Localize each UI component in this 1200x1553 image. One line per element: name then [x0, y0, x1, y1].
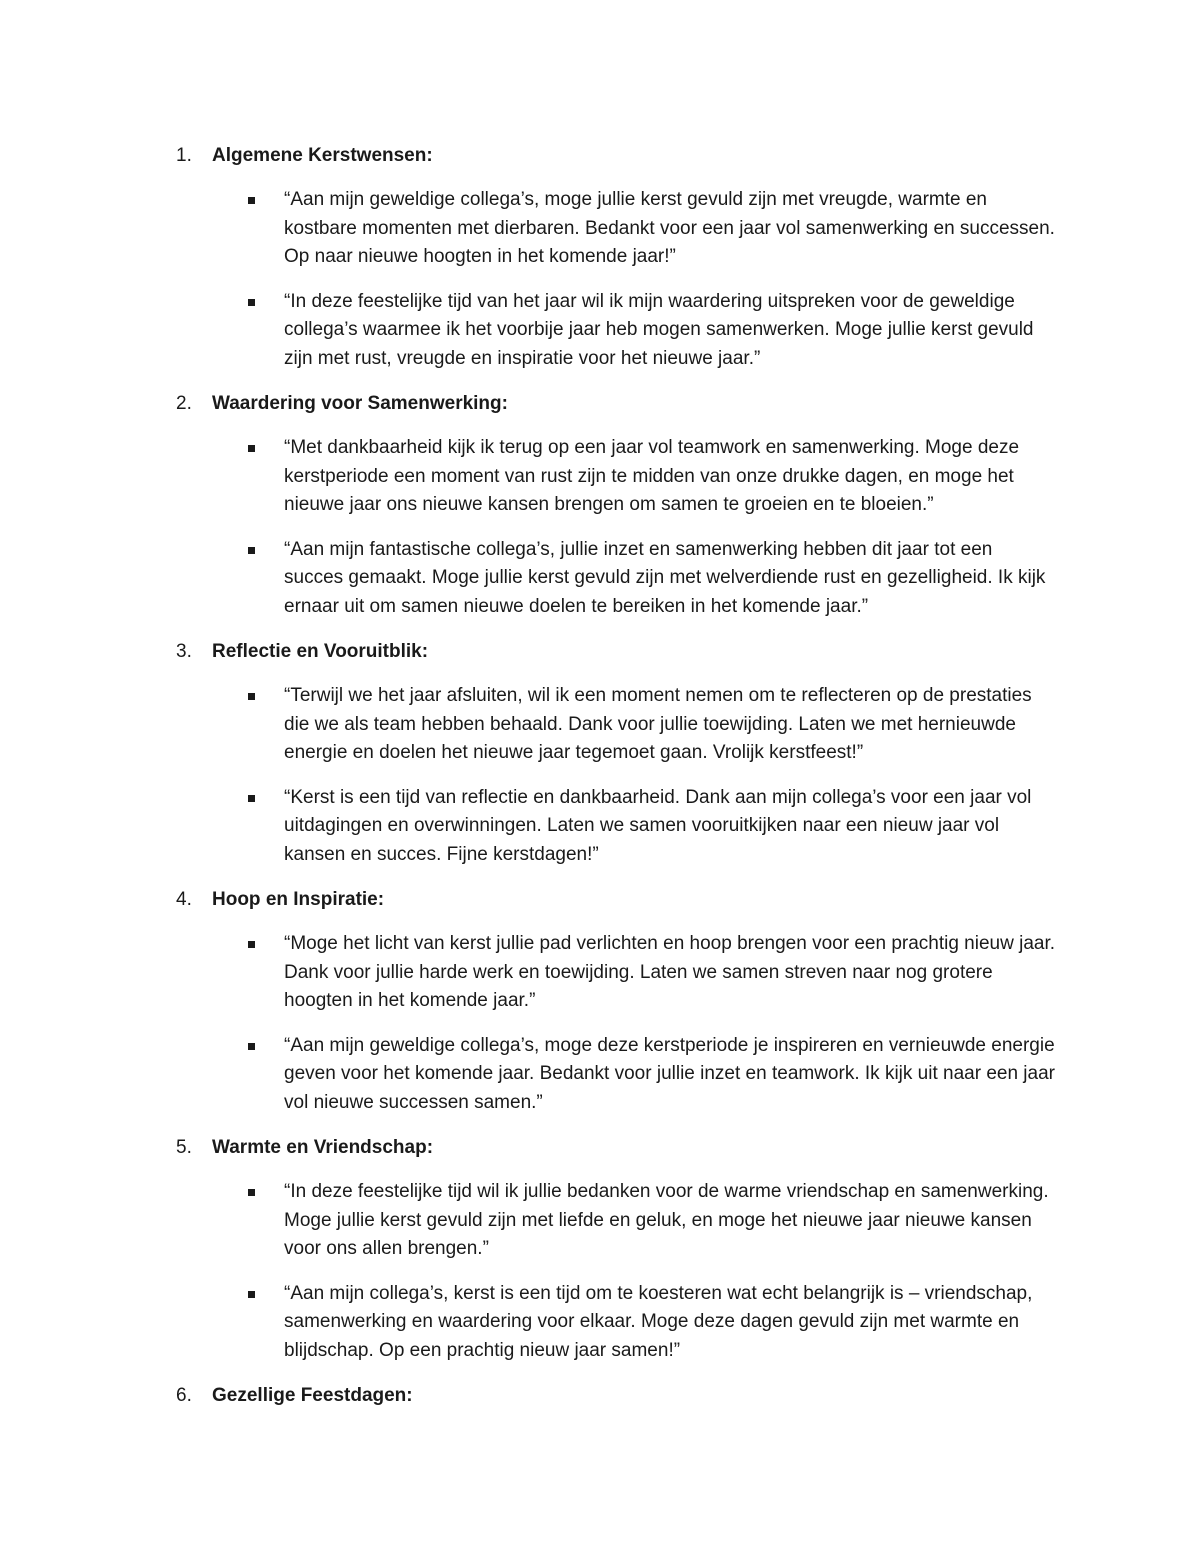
wish-text: “Kerst is een tijd van reflectie en dankbaarheid. Dank aan mijn collega’s voor een jaar vol uitdagingen en overwinningen. Laten we samen vooruitkijken naar een nieuw jaar vol kansen en succes. Fijne kerstdagen!” [284, 786, 1032, 865]
wish-text: “Terwijl we het jaar afsluiten, wil ik een moment nemen om te reflecteren op de prestaties die we als team hebben behaald. Dank voor jullie toewijding. Laten we met hernieuwde energie en doelen het nieuwe jaar tegemoet gaan. Vrolijk kerstfeest!” [284, 685, 1032, 763]
section-4 [176, 885, 1060, 1117]
section-title: Reflectie en Vooruitblik: [212, 641, 429, 662]
wish-text: “Aan mijn geweldige collega’s, moge deze kerstperiode je inspireren en vernieuwde energie geven voor het komende jaar. Bedankt voor jullie inzet en teamwork. Ik kijk uit naar een jaar vol nieuwe successen samen.” [284, 1034, 1055, 1113]
section-heading [176, 1133, 1060, 1163]
wish-list [176, 1178, 1060, 1365]
wish-list [176, 930, 1060, 1117]
section-title: Hoop en Inspiratie: [212, 889, 385, 910]
list-item [176, 536, 1056, 622]
list-item [176, 1178, 1056, 1264]
square-bullet-icon [248, 1189, 255, 1196]
section-1 [176, 141, 1060, 373]
square-bullet-icon [248, 1291, 255, 1298]
wish-list [176, 186, 1060, 373]
wish-text: “Aan mijn geweldige collega’s, moge jullie kerst gevuld zijn met vreugde, warmte en kostbare momenten met dierbaren. Bedankt voor een jaar vol samenwerking en successen. Op naar nieuwe hoogten in het komende jaar!” [284, 189, 1055, 267]
square-bullet-icon [248, 445, 255, 452]
list-item [176, 434, 1056, 520]
wish-list [176, 434, 1060, 621]
wish-list [176, 682, 1060, 869]
section-number: 6. [176, 1385, 192, 1406]
square-bullet-icon [248, 1043, 255, 1050]
section-number: 3. [176, 641, 192, 662]
list-item [176, 288, 1056, 374]
wish-text: “Aan mijn collega’s, kerst is een tijd om te koesteren wat echt belangrijk is – vriendschap, samenwerking en waardering voor elkaar. Moge deze dagen gevuld zijn met warmte en blijdschap. Op een prachtig nieuw jaar samen!” [284, 1282, 1033, 1361]
section-title: Gezellige Feestdagen: [212, 1385, 413, 1406]
section-number: 4. [176, 889, 192, 910]
square-bullet-icon [248, 795, 255, 802]
section-heading [176, 389, 1060, 419]
list-item [176, 930, 1056, 1016]
square-bullet-icon [248, 941, 255, 948]
section-title: Waardering voor Samenwerking: [212, 393, 508, 414]
section-heading [176, 141, 1060, 171]
square-bullet-icon [248, 197, 255, 204]
list-item [176, 682, 1056, 768]
section-number: 1. [176, 145, 192, 166]
wish-text: “Moge het licht van kerst jullie pad verlichten en hoop brengen voor een prachtig nieuw jaar. Dank voor jullie harde werk en toewijding. Laten we samen streven naar nog grotere hoogten in het komende jaar.” [284, 933, 1056, 1011]
section-number: 5. [176, 1137, 192, 1158]
section-title: Warmte en Vriendschap: [212, 1137, 434, 1158]
square-bullet-icon [248, 299, 255, 306]
section-5 [176, 1133, 1060, 1365]
section-number: 2. [176, 393, 192, 414]
list-item [176, 1032, 1056, 1118]
list-item [176, 186, 1056, 272]
section-heading [176, 885, 1060, 915]
wish-text: “Met dankbaarheid kijk ik terug op een jaar vol teamwork en samenwerking. Moge deze kerstperiode een moment van rust zijn te midden van onze drukke dagen, en moge het nieuwe jaar ons nieuwe kansen brengen om samen te groeien en te bloeien.” [284, 437, 1020, 515]
wish-text: “In deze feestelijke tijd van het jaar wil ik mijn waardering uitspreken voor de geweldige collega’s waarmee ik het voorbije jaar heb mogen samenwerken. Moge jullie kerst gevuld zijn met rust, vreugde en inspiratie voor het nieuwe jaar.” [284, 290, 1034, 369]
square-bullet-icon [248, 547, 255, 554]
section-heading [176, 1381, 1060, 1411]
section-heading [176, 637, 1060, 667]
section-3 [176, 637, 1060, 869]
wish-text: “In deze feestelijke tijd wil ik jullie bedanken voor de warme vriendschap en samenwerking. Moge jullie kerst gevuld zijn met liefde en geluk, en moge het nieuwe jaar nieuwe kansen voor ons allen brengen.” [284, 1181, 1049, 1259]
section-6 [176, 1381, 1060, 1411]
section-2 [176, 389, 1060, 621]
list-item [176, 784, 1056, 870]
section-title: Algemene Kerstwensen: [212, 145, 433, 166]
list-item [176, 1280, 1056, 1366]
wish-text: “Aan mijn fantastische collega’s, jullie inzet en samenwerking hebben dit jaar tot een succes gemaakt. Moge jullie kerst gevuld zijn met welverdiende rust en gezelligheid. Ik kijk ernaar uit om samen nieuwe doelen te bereiken in het komende jaar.” [284, 538, 1046, 617]
square-bullet-icon [248, 693, 255, 700]
